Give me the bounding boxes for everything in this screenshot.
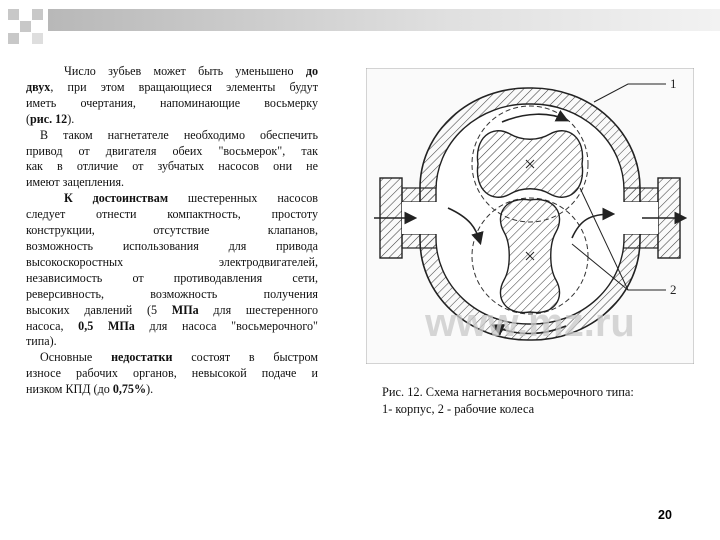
paragraph-3-line: независимость от противодавления сети, — [26, 270, 318, 285]
deco-square — [8, 9, 19, 20]
paragraph-4-line: Основные недостатки состоят в быстром — [40, 350, 318, 365]
page-number: 20 — [658, 508, 672, 522]
paragraph-1-line: (рис. 12). — [26, 111, 75, 126]
paragraph-2-line: В таком нагнетателе необходимо обеспечить — [40, 127, 318, 142]
paragraph-3-line: высокоскоростных электродвигателей, — [26, 254, 318, 269]
paragraph-1-line: иметь очертания, напоминающие восьмерку — [26, 95, 318, 110]
label-1: 1 — [670, 76, 677, 91]
caption-line: 1- корпус, 2 - рабочие колеса — [382, 401, 535, 416]
body-text — [26, 64, 318, 398]
paragraph-2-line: как в отличие от зубчатых насосов они не — [26, 159, 318, 174]
paragraph-2-line: привод от двигателя обеих "восьмерок", так — [26, 143, 318, 158]
paragraph-4-line: низком КПД (до 0,75%). — [26, 382, 154, 397]
caption-line: Рис. 12. Схема нагнетания восьмерочного типа: — [382, 385, 634, 399]
paragraph-3-line: реверсивность, возможность получения — [26, 286, 318, 301]
paragraph-1-line: двух, при этом вращающиеся элементы будут — [26, 79, 318, 94]
deco-square — [20, 21, 31, 32]
paragraph-3-line: К достоинствам шестеренных насосов — [64, 191, 319, 206]
label-2: 2 — [670, 282, 677, 297]
header-bar — [48, 9, 720, 31]
paragraph-3-line: насоса, 0,5 МПа для насоса "восьмерочного" — [26, 318, 318, 333]
pump-diagram — [366, 68, 694, 364]
deco-square — [32, 9, 43, 20]
paragraph-2-line: имеют зацепления. — [26, 175, 125, 190]
watermark: www.mz.ru — [425, 301, 635, 345]
paragraph-3-line: возможность использования для привода — [26, 238, 318, 253]
paragraph-3-line: высоких давлений (5 МПа для шестеренного — [26, 302, 318, 317]
figure-caption — [382, 384, 702, 417]
slide-header-decoration — [0, 0, 720, 56]
paragraph-3-line: типа). — [26, 334, 57, 349]
paragraph-4-line: износе рабочих органов, невысокой подаче и — [26, 366, 318, 381]
deco-square — [8, 33, 19, 44]
paragraph-3-line: следует отнести компактность, простоту — [26, 207, 318, 222]
paragraph-1-line: Число зубьев может быть уменьшено до — [64, 64, 318, 78]
paragraph-3-line: конструкции, отсутствие клапанов, — [26, 223, 318, 238]
deco-square — [32, 33, 43, 44]
